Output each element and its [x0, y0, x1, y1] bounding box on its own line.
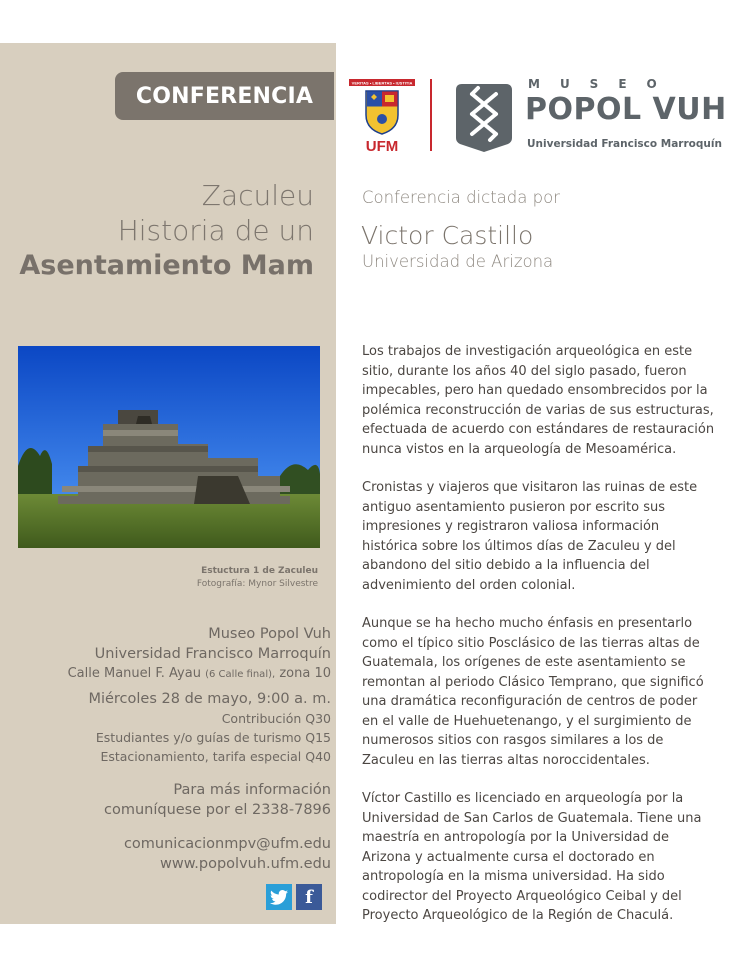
logo-divider [430, 79, 432, 151]
photo-caption [197, 565, 318, 591]
caption-title: Estuctura 1 de Zaculeu [201, 566, 318, 576]
address-street: Calle Manuel F. Ayau [67, 666, 201, 681]
info-line-1: Para más información [173, 782, 331, 798]
museo-label: MUSEO [528, 77, 677, 91]
university-name: Universidad Francisco Marroquín [527, 138, 722, 150]
info-phone: comuníquese por el 2338-7896 [103, 802, 331, 818]
fee-students: Estudiantes y/o guías de turismo Q15 [95, 730, 331, 745]
venue-name: Museo Popol Vuh [208, 626, 331, 642]
event-block [88, 689, 331, 766]
venue-address [68, 664, 331, 684]
address-zone: zona 10 [279, 666, 331, 681]
address-note: (6 Calle final), [205, 669, 276, 680]
ufm-wordmark: UFM [365, 138, 399, 153]
popol-vuh-knot-logo [454, 80, 514, 152]
contact-website[interactable]: www.popolvuh.ufm.edu [160, 856, 331, 872]
title-line-2: Historia de un [117, 214, 314, 247]
twitter-icon[interactable] [266, 884, 292, 910]
description [362, 342, 717, 945]
paragraph-3: Aunque se ha hecho mucho énfasis en presentarlo como el típico sitio Posclásico de las tierras altas de Guatemala, los orígenes de este asentamiento se remontan al periodo Clásico Temprano, que significó una dramática reconfiguración de centros de poder en el valle de Huehuetenango, y el surgimiento de numerosos sitios con rasgos similares a los de Zaculeu en las tierras altas noroccidentales. [362, 616, 704, 768]
speaker-affiliation: Universidad de Arizona [362, 252, 554, 271]
venue-university: Universidad Francisco Marroquín [94, 646, 331, 662]
ufm-logo [349, 79, 415, 153]
paragraph-1: Los trabajos de investigación arqueológica en este sitio, durante los años 40 del siglo pasado, fueron impecables, pero han quedado ensombrecidos por la polémica reconstrucción de varias de sus estructuras, efectuada de acuerdo con estándares de restauración nunca vistos en la arqueología de Mesoamérica. [362, 344, 715, 457]
paragraph-2: Cronistas y viajeros que visitaron las ruinas de este antiguo asentamiento pusieron por escrito sus impresiones y registraron valiosa información histórica sobre los últimos días de Zaculeu y del abandono del sitio debido a la influencia del advenimiento del orden colonial. [362, 480, 698, 593]
speaker-name: Victor Castillo [361, 221, 534, 250]
speaker-intro: Conferencia dictada por [362, 188, 560, 207]
event-title [19, 178, 314, 283]
fee-general: Contribución Q30 [221, 711, 331, 726]
caption-credit: Fotografía: Mynor Silvestre [196, 579, 318, 589]
conference-badge: CONFERENCIA [115, 72, 334, 120]
social-links [266, 884, 322, 910]
contact-email[interactable]: comunicacionmpv@ufm.edu [123, 836, 331, 852]
venue-block [68, 624, 331, 684]
paragraph-4: Víctor Castillo es licenciado en arqueología por la Universidad de San Carlos de Guatemala. Tiene una maestría en antropología por la Universidad de Arizona y actualmente cursa el doctorado en antropología en la misma universidad. Ha sido codirector del Proyecto Arqueológico Ceibal y del Proyecto Arqueológico de la Región de Chaculá. [362, 791, 702, 923]
facebook-icon[interactable]: f [296, 884, 322, 910]
fee-parking: Estacionamiento, tarifa especial Q40 [100, 749, 331, 764]
event-date: Miércoles 28 de mayo, 9:00 a. m. [88, 691, 331, 707]
ufm-motto: VERITAS • LIBERTAS • IUSTITIA [351, 80, 413, 86]
title-line-1: Zaculeu [201, 179, 314, 212]
info-block [104, 780, 331, 820]
zaculeu-photo [18, 346, 320, 548]
contact-block [124, 834, 331, 874]
popol-vuh-wordmark: POPOL VUH [525, 92, 727, 127]
title-line-3: Asentamiento Mam [19, 250, 314, 281]
